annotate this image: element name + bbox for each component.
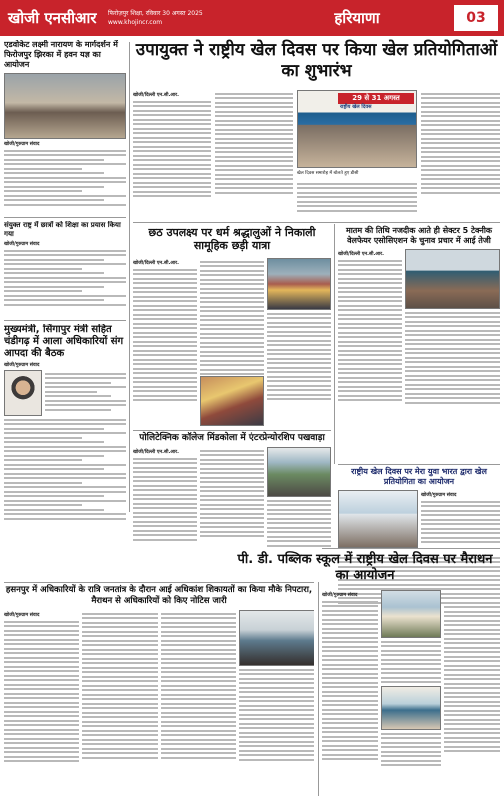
left-story-3-headline: मुख्यमंत्री, सिंगापुर मंत्री सहित चंडीगढ़ में आला अधिकारियों संग आपदा की बैठक bbox=[4, 324, 124, 359]
mav-photo bbox=[405, 249, 500, 309]
left-story-2-byline: खोजी/गुरुग्राम संवाद bbox=[4, 242, 40, 247]
poly-body-wrap bbox=[133, 447, 331, 557]
hasanpur-body-wrap bbox=[4, 610, 314, 785]
mav-body-wrap bbox=[338, 249, 500, 429]
dateline-block bbox=[108, 9, 260, 27]
hasanpur-body-3 bbox=[161, 613, 236, 759]
masthead bbox=[0, 0, 504, 36]
left-story-3-body-a bbox=[45, 370, 126, 416]
sports-headline: राष्ट्रीय खेल दिवस पर मेरा युवा भारत द्वारा खेल प्रतियोगिता का आयोजन bbox=[351, 467, 487, 486]
poly-byline: खोजी/दिल्ली एन.सी.आर. bbox=[133, 450, 179, 455]
lead-col-2b bbox=[297, 180, 417, 220]
hasanpur-body-2 bbox=[82, 613, 157, 759]
sports-photo bbox=[338, 490, 418, 548]
left-story-1-byline: खोजी/गुरुग्राम संवाद bbox=[4, 142, 40, 147]
left-story-2 bbox=[4, 221, 126, 321]
chhath-col-1 bbox=[133, 258, 197, 428]
poly-body-3 bbox=[267, 500, 331, 547]
poly-col-2 bbox=[200, 447, 264, 557]
mav-headline: मातम की तिथि नजदीक आते ही सेक्टर 5 टेक्नीक वेलफेयर एसोसिएशन के चुनाव प्रचार में आई तेजी bbox=[345, 226, 493, 245]
chhath-body-2 bbox=[200, 261, 264, 394]
lead-col-1 bbox=[133, 90, 211, 220]
chhath-headline: छठ उपलक्ष्य पर धर्म श्रद्धालुओं ने निकाली सामूहिक छड़ी यात्रा bbox=[148, 226, 316, 252]
pd-body-4 bbox=[444, 593, 500, 753]
rule bbox=[133, 222, 500, 223]
poly-col-1 bbox=[133, 447, 197, 557]
pd-body-1 bbox=[322, 601, 378, 761]
lead-photo bbox=[297, 90, 417, 168]
lead-headline: उपायुक्त ने राष्ट्रीय खेल दिवस पर किया खेल प्रतियोगिताओं का शुभारंभ bbox=[135, 40, 498, 81]
pd-col-3 bbox=[444, 590, 500, 790]
column-rule bbox=[318, 582, 319, 796]
poly-body-2 bbox=[200, 450, 264, 538]
sports-byline: खोजी/गुरुग्राम संवाद bbox=[421, 493, 457, 498]
chhath-byline: खोजी/दिल्ली एन.सी.आर. bbox=[133, 261, 179, 266]
chhath-story bbox=[133, 226, 331, 252]
chhath-body-3 bbox=[267, 313, 331, 401]
pd-story bbox=[230, 552, 500, 584]
left-story-1-headline: एडवोकेट लक्ष्मी नारायण के मार्गदर्शन में फिरोजपुर झिरका में हवन यज्ञ का आयोजन bbox=[4, 40, 118, 69]
protest-photo bbox=[4, 73, 126, 139]
left-story-1-body bbox=[4, 150, 126, 206]
section-title: हरियाणा bbox=[334, 9, 380, 27]
left-story-1 bbox=[4, 40, 126, 218]
lead-body-3 bbox=[421, 93, 500, 194]
left-story-3-body-wrap bbox=[4, 370, 126, 416]
lead-col-3 bbox=[421, 90, 500, 220]
chhath-col-3 bbox=[267, 258, 331, 428]
pd-photo-2 bbox=[381, 686, 441, 730]
left-story-2-headline: संयुक्त राष्ट्र में छात्रों को शिक्षा का प्रयास किया गया bbox=[4, 221, 121, 238]
poly-headline: पोलिटेक्निक कॉलेज मिंडकोला में एंटरप्रेन्योरशिप पखवाड़ा bbox=[139, 433, 325, 443]
hasanpur-col-4 bbox=[239, 610, 314, 785]
rule bbox=[322, 548, 500, 549]
pd-col-1 bbox=[322, 590, 378, 790]
lead-col-2 bbox=[215, 90, 293, 220]
sports-col-2 bbox=[421, 490, 500, 554]
hasanpur-headline: हसनपुर में अधिकारियों के रात्रि जनतांत्र के दौरान आई अधिकांश शिकायतों का किया मौके निपटारा, मैराथन से अधिकारियों को किए नोटिस जारी bbox=[5, 585, 313, 606]
edition-url: www.khojincr.com bbox=[108, 19, 163, 26]
left-story-2-body bbox=[4, 250, 126, 306]
hasanpur-photo bbox=[239, 610, 314, 666]
sports-body-1 bbox=[421, 501, 500, 544]
left-story-3 bbox=[4, 324, 126, 578]
portrait-photo bbox=[4, 370, 42, 416]
lead-body-2 bbox=[215, 93, 293, 194]
column-rule bbox=[129, 42, 130, 512]
rule bbox=[133, 430, 331, 431]
pd-photo-1 bbox=[381, 590, 441, 638]
event-banner-sub: राष्ट्रीय खेल दिवस bbox=[340, 104, 372, 110]
mav-body-1 bbox=[338, 260, 402, 402]
hasanpur-col-1 bbox=[4, 610, 79, 785]
mav-col-1 bbox=[338, 249, 402, 429]
sports-story bbox=[338, 467, 500, 606]
lead-photo-caption: खेल दिवस समारोह में बोलते हुए डीसी bbox=[297, 171, 359, 176]
sports-col-1 bbox=[338, 490, 418, 554]
chhath-photo-2 bbox=[200, 376, 264, 426]
chhath-photo-1 bbox=[267, 258, 331, 310]
sports-body-wrap bbox=[338, 490, 500, 554]
lead-byline: खोजी/दिल्ली एन.सी.आर. bbox=[133, 93, 179, 98]
poly-body-1 bbox=[133, 458, 197, 541]
lead-body-4 bbox=[297, 183, 417, 212]
lead-body-1 bbox=[133, 101, 211, 198]
pd-body-2 bbox=[381, 641, 441, 684]
left-story-3-body-b bbox=[4, 419, 126, 520]
hasanpur-body-4 bbox=[239, 669, 314, 761]
lead-headline-block bbox=[133, 40, 500, 82]
hasanpur-story bbox=[4, 585, 314, 785]
pd-byline: खोजी/गुरुग्राम संवाद bbox=[322, 593, 358, 598]
column-rule bbox=[334, 224, 335, 464]
poly-photo bbox=[267, 447, 331, 497]
page-number: 03 bbox=[454, 5, 498, 31]
mav-story bbox=[338, 226, 500, 429]
pd-body bbox=[322, 590, 500, 790]
left-story-3-byline: खोजी/गुरुग्राम संवाद bbox=[4, 363, 40, 368]
hasanpur-byline: खोजी/गुरुग्राम संवाद bbox=[4, 613, 40, 618]
paper-name: खोजी एनसीआर bbox=[8, 9, 97, 27]
pd-col-2 bbox=[381, 590, 441, 790]
hasanpur-body-1 bbox=[4, 621, 79, 763]
mav-col-2 bbox=[405, 249, 500, 429]
pd-body-3 bbox=[381, 733, 441, 767]
hasanpur-col-2 bbox=[82, 610, 157, 785]
poly-col-3 bbox=[267, 447, 331, 557]
event-banner: 29 से 31 अगस्त bbox=[338, 93, 414, 104]
pd-headline: पी. डी. पब्लिक स्कूल में राष्ट्रीय खेल दिवस पर मैराथन का आयोजन bbox=[237, 552, 493, 583]
rule bbox=[338, 464, 500, 465]
poly-story bbox=[133, 433, 331, 557]
hasanpur-col-3 bbox=[161, 610, 236, 785]
chhath-body-1 bbox=[133, 269, 197, 402]
pd-body-wrap bbox=[322, 590, 500, 790]
mav-byline: खोजी/दिल्ली एन.सी.आर. bbox=[338, 252, 384, 257]
mav-body-2 bbox=[405, 312, 500, 404]
dateline: फिरोज़पुर शिक्षा, रविवार 30 अगस्त 2025 bbox=[108, 10, 203, 17]
